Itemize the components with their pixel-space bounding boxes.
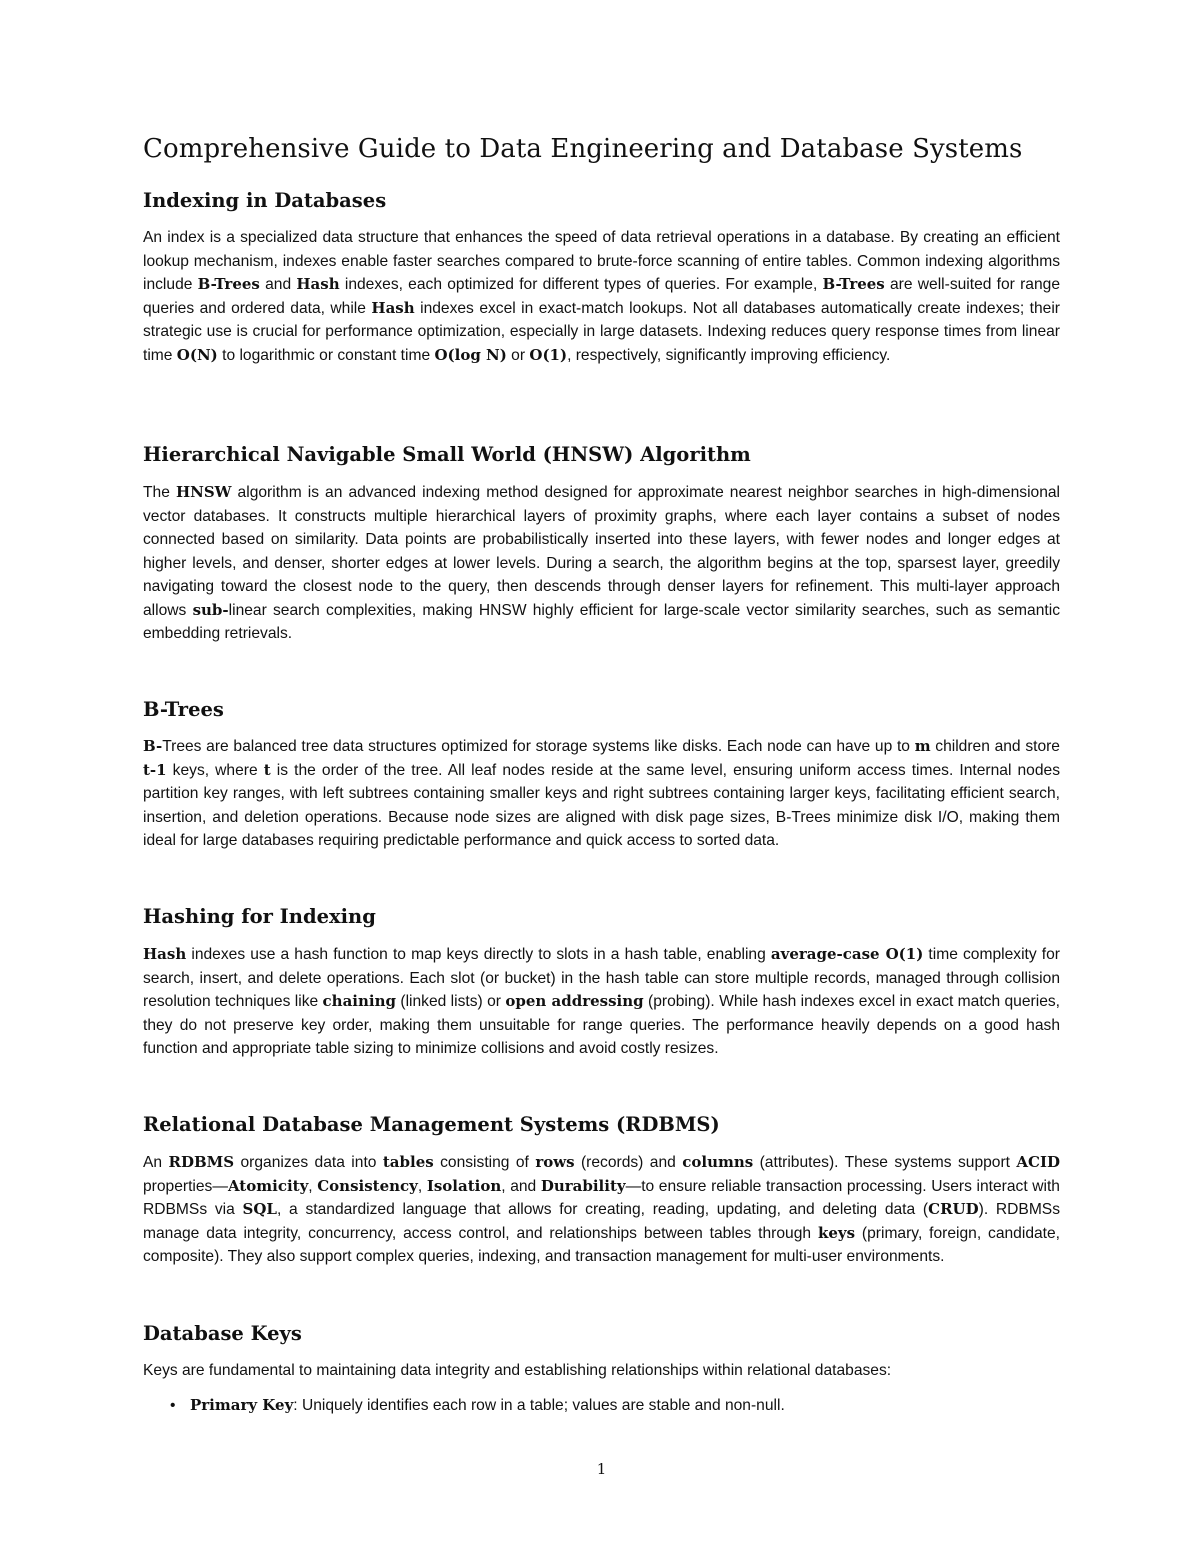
text-run: to logarithmic or constant time <box>217 346 435 364</box>
document-title: Comprehensive Guide to Data Engineering and Database Systems <box>143 134 1023 164</box>
bullet-icon: • <box>170 1397 176 1414</box>
bold-term: m <box>914 737 931 755</box>
section-body-indexing <box>143 226 1060 367</box>
keys-list <box>143 1394 1060 1418</box>
text-run: or <box>506 346 530 364</box>
text-run: ). RDBMSs manage data integrity, concurrency, access control, and relationships between tables through <box>143 1201 1061 1242</box>
bold-term: keys <box>817 1223 856 1242</box>
text-run: time complexity for search, insert, and delete operations. Each slot (or bucket) in the hash table can store multiple records, managed through collision resolution techniques like <box>143 946 1060 1010</box>
section-heading-rdbms: Relational Database Management Systems (RDBMS) <box>143 1113 720 1136</box>
text-run: —to ensure reliable transaction processing. Users interact with RDBMSs via <box>143 1177 1060 1218</box>
text-run: (attributes). These systems support <box>753 1154 1017 1171</box>
text-run: , and <box>501 1177 541 1195</box>
text-run: keys, where <box>166 761 264 779</box>
bold-term: sub- <box>192 600 229 619</box>
bold-term: Hash <box>143 945 187 963</box>
bold-term: average-case O(1) <box>770 945 924 963</box>
section-body-rdbms <box>143 1151 1060 1269</box>
text-run: is the order of the tree. All leaf nodes reside at the same level, ensuring uniform access times. Internal nodes partition key ranges, with left subtrees containing smaller keys and right subtrees containing larger keys, facilitating efficient search, insertion, and deletion operations. Because node sizes are aligned with disk page sizes, B-Trees minimize disk I/O, making them ideal for large databases requiring predictable performance and quick access to sorted data. <box>143 761 1060 849</box>
text-run: (records) and <box>574 1154 683 1171</box>
section-heading-hashing: Hashing for Indexing <box>143 905 376 928</box>
list-item-primary-key <box>143 1394 1060 1418</box>
bold-term: rows <box>535 1153 575 1171</box>
bold-term: t-1 <box>143 760 167 779</box>
text-run: (linked lists) or <box>396 993 506 1010</box>
section-body-hashing <box>143 943 1060 1061</box>
text-run: (probing). While hash indexes excel in exact match queries, they do not preserve key order, making them unsuitable for range queries. The performance heavily depends on a good hash function and appropriate table sizing to minimize collisions and avoid costly resizes. <box>143 993 1060 1057</box>
bold-term: B-Trees <box>822 275 885 293</box>
text-run: consisting of <box>433 1154 536 1171</box>
bold-term: O(log N) <box>434 345 507 364</box>
bold-term: HNSW <box>175 483 232 501</box>
bold-term: O(N) <box>176 345 218 364</box>
text-run: Trees are balanced tree data structures optimized for storage systems like disks. Each node can have up to <box>162 738 915 755</box>
text-run: and <box>259 276 297 293</box>
bold-term: Atomicity <box>227 1176 309 1195</box>
section-heading-hnsw: Hierarchical Navigable Small World (HNSW) Algorithm <box>143 443 751 466</box>
text-run: indexes, each optimized for different types of queries. For example, <box>339 276 823 293</box>
text-run: children and store <box>930 738 1060 755</box>
text-run: indexes excel in exact-match lookups. Not all databases automatically create indexes; their strategic use is crucial for performance optimization, especially in large datasets. Indexing reduces query response times from linear time <box>143 299 1060 364</box>
text-run: An <box>143 1154 169 1171</box>
bold-term: RDBMS <box>168 1153 235 1171</box>
text-run: linear search complexities, making HNSW highly efficient for large-scale vector similarity searches, such as semantic embedding retrievals. <box>143 601 1060 642</box>
text-run: , a standardized language that allows for creating, reading, updating, and deleting data ( <box>276 1201 929 1218</box>
text-run: are well-suited for range queries and ordered data, while <box>143 276 1060 317</box>
bold-term: CRUD <box>928 1200 979 1218</box>
bold-term: tables <box>382 1153 434 1171</box>
text-run: The <box>143 484 176 501</box>
text-run: , respectively, significantly improving efficiency. <box>567 346 891 364</box>
bold-term: columns <box>682 1153 754 1171</box>
section-heading-keys: Database Keys <box>143 1322 302 1345</box>
text-run: (primary, foreign, candidate, composite). They also support complex queries, indexing, and transaction management for multi-user environments. <box>143 1224 1061 1265</box>
text-run: Keys are fundamental to maintaining data integrity and establishing relationships within relational databases: <box>143 1362 892 1379</box>
section-body-keys <box>143 1359 1060 1383</box>
section-heading-btrees: B-Trees <box>143 698 224 721</box>
text-run: organizes data into <box>234 1154 383 1171</box>
bold-term: Isolation <box>426 1176 502 1195</box>
bold-term: B-Trees <box>197 275 260 293</box>
bold-term: Hash <box>371 298 415 317</box>
bold-term: SQL <box>242 1200 277 1218</box>
bold-term: open addressing <box>505 992 644 1010</box>
list-item-description: : Uniquely identifies each row in a table; values are stable and non-null. <box>293 1397 785 1414</box>
section-body-hnsw <box>143 481 1060 646</box>
text-run: An index is a specialized data structure that enhances the speed of data retrieval operations in a database. By creating an efficient lookup mechanism, indexes enable faster searches compared to brute-force scanning of entire tables. Common indexing algorithms include <box>143 229 1060 293</box>
text-run: properties— <box>143 1177 228 1195</box>
bold-term: t <box>263 760 271 779</box>
section-heading-indexing: Indexing in Databases <box>143 189 387 212</box>
bold-term: Hash <box>296 275 340 293</box>
text-run: , <box>308 1177 318 1195</box>
section-body-btrees <box>143 735 1060 853</box>
bold-term: B- <box>143 737 163 755</box>
text-run: algorithm is an advanced indexing method designed for approximate nearest neighbor searches in high-dimensional vector databases. It constructs multiple hierarchical layers of proximity graphs, where each layer contains a subset of nodes connected based on similarity. Data points are probabilistically inserted into these layers, with fewer nodes and longer edges at higher levels, and denser, shorter edges at lower levels. During a search, the algorithm begins at the top, sparsest layer, greedily navigating toward the closest node to the query, then descends through denser layers for refinement. This multi-layer approach allows <box>143 484 1061 619</box>
bold-term: chaining <box>322 992 397 1010</box>
bold-term: Consistency <box>317 1176 418 1195</box>
bold-term: ACID <box>1016 1153 1061 1171</box>
list-item-term: Primary Key <box>190 1396 294 1414</box>
bold-term: O(1) <box>529 345 568 364</box>
text-run: indexes use a hash function to map keys directly to slots in a hash table, enabling <box>186 946 771 963</box>
text-run: , <box>417 1177 427 1195</box>
page-number: 1 <box>596 1460 607 1478</box>
bold-term: Durability <box>540 1176 626 1195</box>
